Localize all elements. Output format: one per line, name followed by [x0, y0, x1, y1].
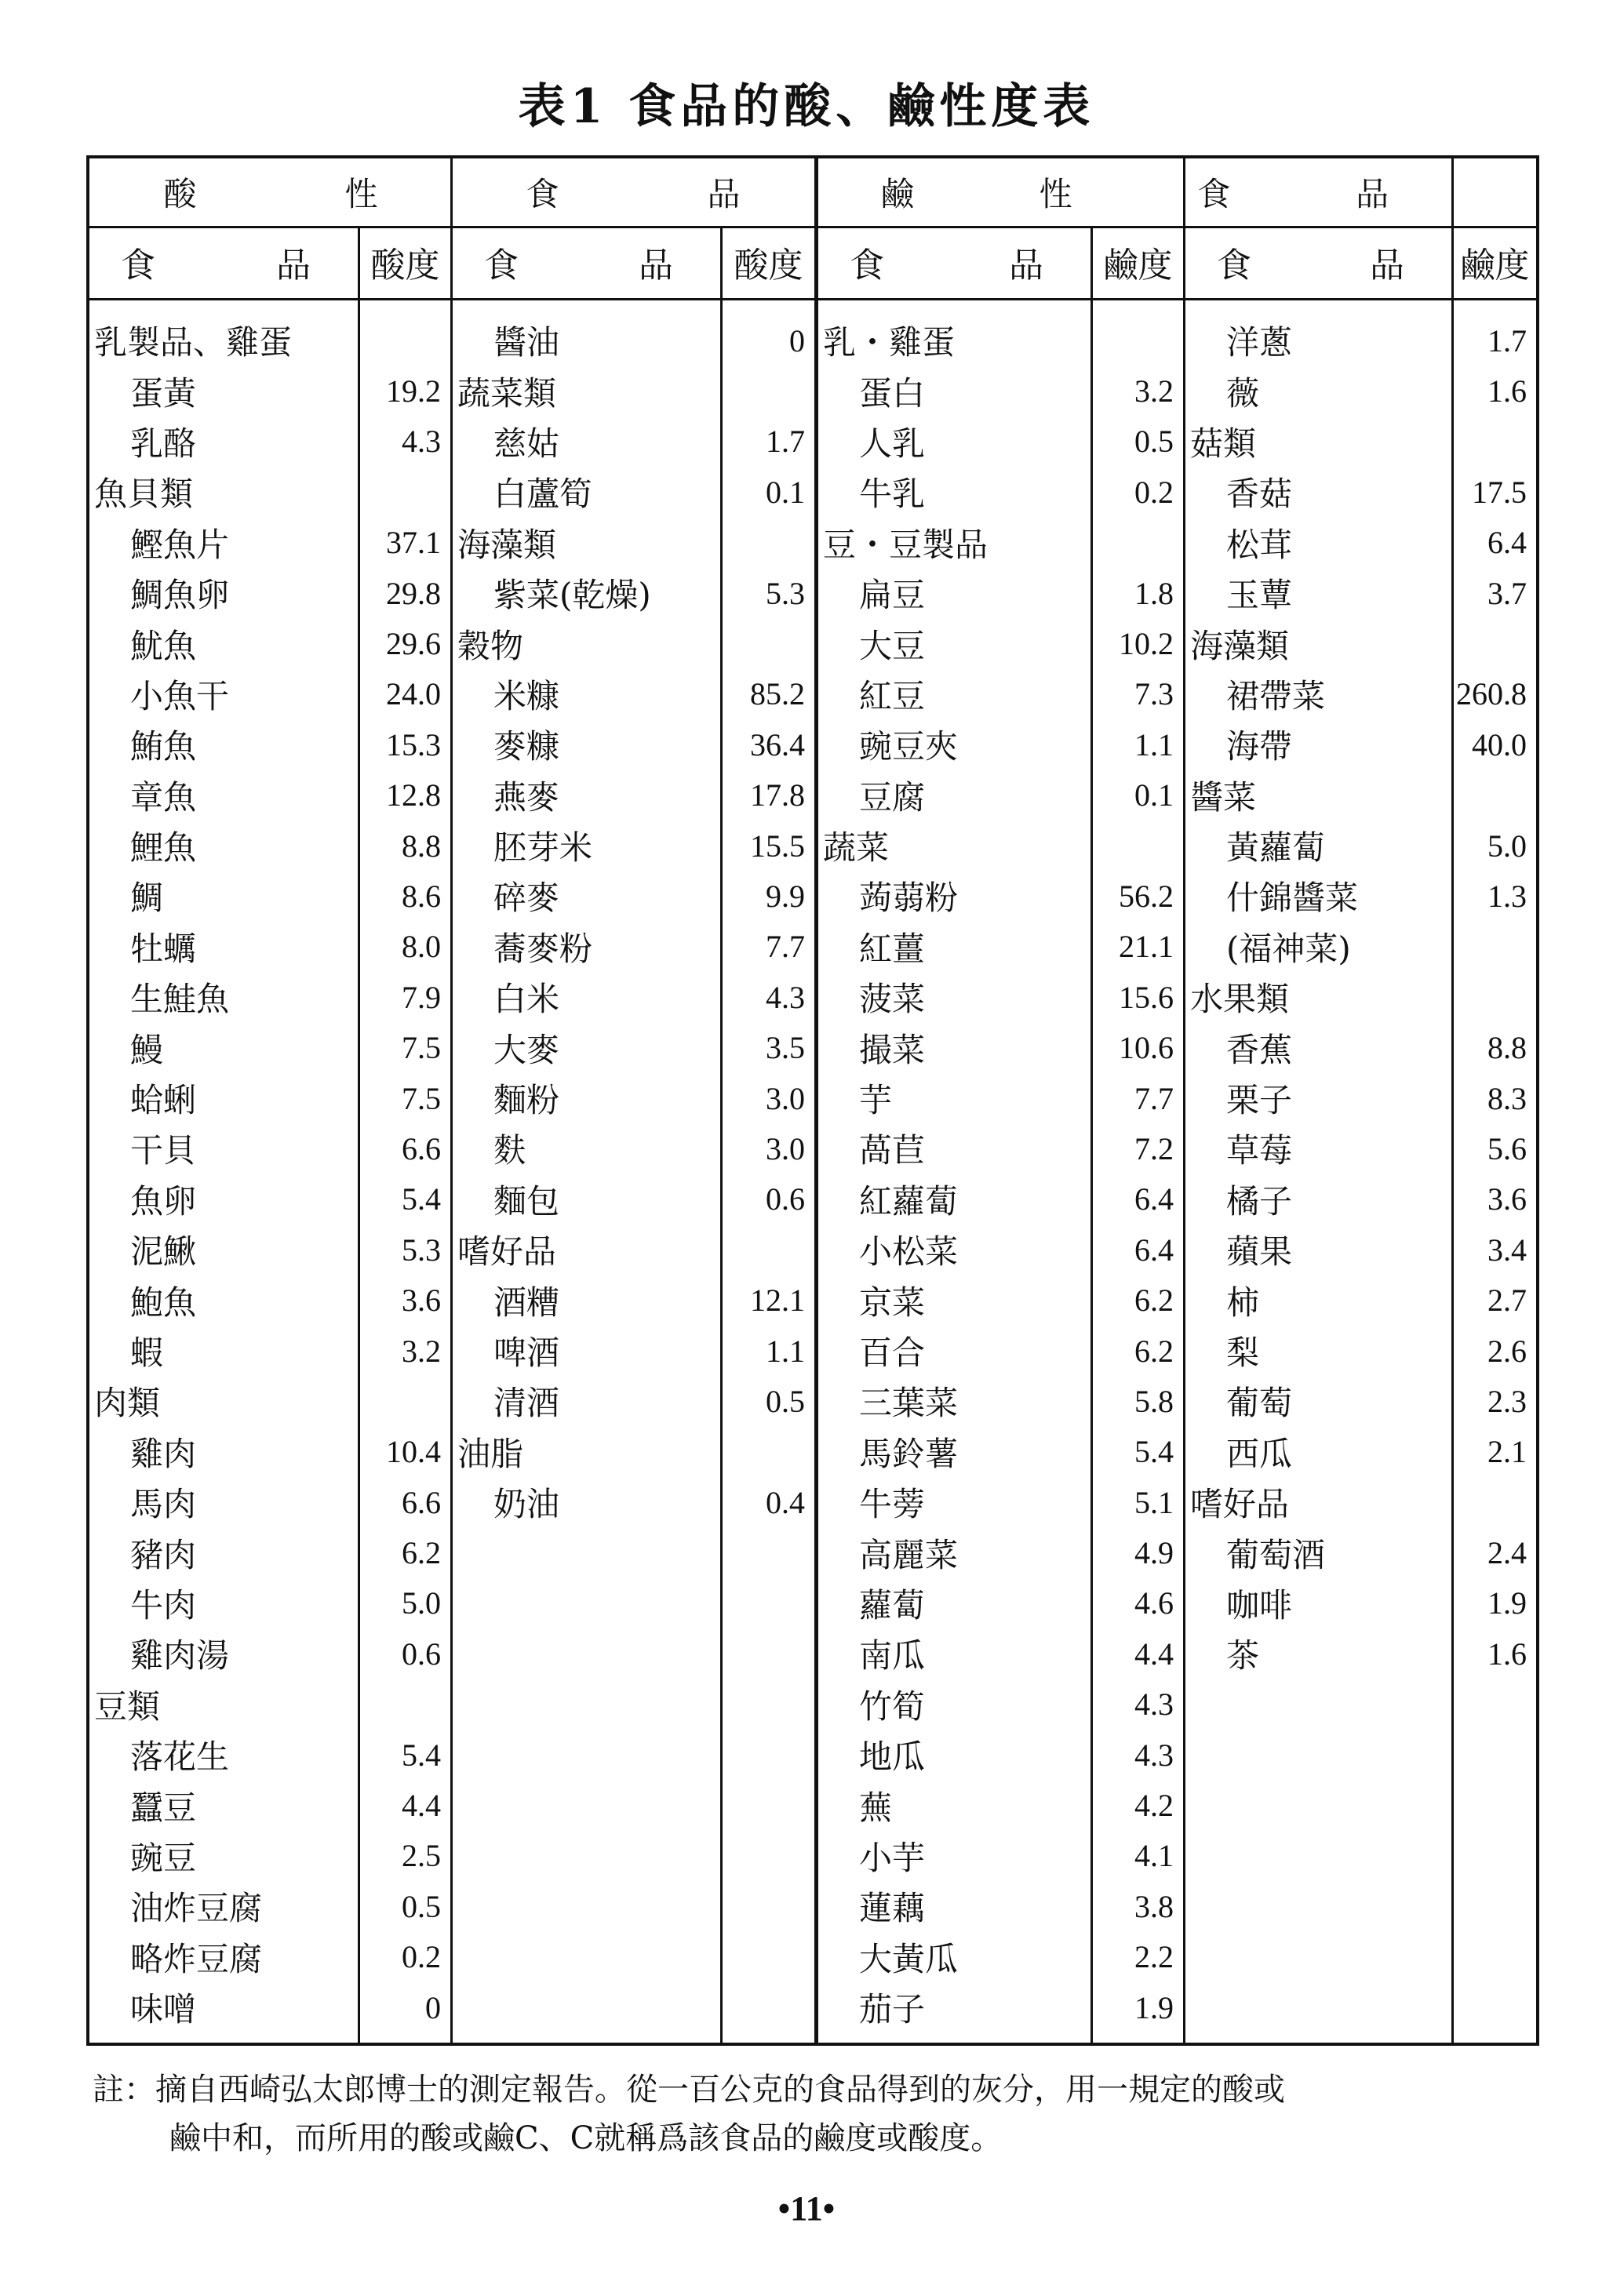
- food-name: 牛肉: [130, 1585, 197, 1625]
- footnote-line-1: 註：摘自西崎弘太郎博士的測定報告。從一百公克的食品得到的灰分，用一規定的酸或: [93, 2072, 1285, 2108]
- food-value: 6.4: [1134, 1232, 1174, 1268]
- food-value: 0.2: [402, 1939, 441, 1975]
- food-header-char-1: 食: [121, 246, 155, 286]
- food-name: 醬油: [493, 323, 560, 362]
- food-name: 扁豆: [859, 576, 926, 615]
- food-header-char-1: 食: [1217, 246, 1251, 286]
- food-value: 0.6: [402, 1636, 441, 1672]
- food-name: 蛤蜊: [130, 1081, 197, 1120]
- food-name: 蕎麥粉: [493, 929, 593, 968]
- food-value: 7.5: [402, 1080, 441, 1116]
- food-value: 5.4: [1134, 1434, 1174, 1470]
- food-name: 鮑魚: [130, 1283, 197, 1322]
- food-value: 1.1: [1134, 726, 1174, 762]
- food-value: 3.8: [1134, 1888, 1174, 1924]
- food-value: 7.7: [1134, 1080, 1174, 1116]
- col-header-alkali-food-2: [1185, 226, 1451, 298]
- food-name: 高麗菜: [859, 1535, 959, 1574]
- food-name: 蛋白: [859, 373, 926, 413]
- food-value: [1093, 315, 1183, 366]
- footnote-line-2: 鹼中和，而所用的酸或鹼C、C就稱爲該食品的鹼度或酸度。: [169, 2120, 1003, 2156]
- food-value: [723, 618, 814, 668]
- col-header-acid-food-2: [453, 226, 720, 298]
- food-value: [1454, 922, 1536, 972]
- food-name: 章魚: [130, 777, 197, 817]
- food-name: 蓮藕: [859, 1889, 926, 1928]
- food-name: (福神菜): [1226, 929, 1351, 968]
- food-name: 蒟蒻粉: [859, 879, 959, 918]
- food-value: 37.1: [386, 525, 441, 561]
- acid-value-column-2: [723, 315, 814, 1527]
- food-value: 4.4: [402, 1788, 441, 1824]
- food-name: 干貝: [130, 1131, 197, 1170]
- food-name: 豆腐: [859, 777, 926, 817]
- food-value: 3.4: [1487, 1232, 1527, 1268]
- food-value: 40.0: [1472, 726, 1527, 762]
- food-name: 小松菜: [859, 1232, 959, 1272]
- food-value: 7.9: [402, 979, 441, 1015]
- food-name: 蛋黃: [130, 373, 197, 413]
- food-value: 85.2: [750, 676, 805, 712]
- food-value: 12.1: [750, 1283, 805, 1319]
- food-value: [723, 1224, 814, 1275]
- food-name: 西瓜: [1226, 1434, 1293, 1473]
- food-name: 香蕉: [1226, 1030, 1293, 1069]
- food-name: 竹筍: [859, 1687, 926, 1726]
- food-header-char-2: 品: [1009, 246, 1043, 286]
- food-header-char-1: 食: [850, 246, 884, 286]
- acid-header-char-3: 食: [526, 175, 559, 213]
- food-value: 0: [789, 322, 805, 358]
- food-value: 0.5: [402, 1888, 441, 1924]
- divider-column-header: [89, 298, 1536, 300]
- category-label: 肉類: [94, 1384, 161, 1423]
- food-name: 大麥: [493, 1030, 560, 1069]
- food-value: [1454, 1477, 1536, 1527]
- food-value: 17.8: [750, 777, 805, 813]
- food-name: 油炸豆腐: [130, 1889, 263, 1928]
- food-value: 5.1: [1134, 1484, 1174, 1520]
- food-value: 4.2: [1134, 1788, 1174, 1824]
- category-label: 水果類: [1190, 980, 1290, 1019]
- food-name: 香菇: [1226, 475, 1293, 514]
- food-name: 紅豆: [859, 676, 926, 715]
- food-name: 略炸豆腐: [130, 1939, 263, 1978]
- food-value: 6.6: [402, 1484, 441, 1520]
- food-value: [360, 315, 450, 366]
- food-name: 蘿蔔: [859, 1585, 926, 1625]
- food-value: 3.2: [1134, 373, 1174, 409]
- food-value: 0.5: [766, 1383, 805, 1419]
- acid-value-column-1: [360, 315, 450, 2032]
- food-value: 8.3: [1487, 1080, 1527, 1116]
- alkali-group-header: [818, 158, 1451, 226]
- food-value: 15.5: [750, 828, 805, 864]
- food-name: 茶: [1226, 1636, 1260, 1676]
- food-value: 4.1: [1134, 1838, 1174, 1874]
- food-value: 0.1: [766, 474, 805, 510]
- food-value: [723, 366, 814, 416]
- food-header-char-2: 品: [639, 246, 673, 286]
- acid-food-column-2: [453, 315, 720, 1527]
- food-name: 什錦醬菜: [1226, 879, 1359, 918]
- food-name: 萵苣: [859, 1131, 926, 1170]
- food-value: 6.2: [1134, 1283, 1174, 1319]
- food-value: 3.6: [402, 1283, 441, 1319]
- food-header-char-1: 食: [484, 246, 519, 286]
- food-value: 4.3: [1134, 1737, 1174, 1773]
- food-value: 0.4: [766, 1484, 805, 1520]
- category-label: 豆類: [94, 1687, 161, 1726]
- food-value: 6.4: [1487, 525, 1527, 561]
- food-name: 清酒: [493, 1384, 560, 1423]
- food-name: 落花生: [130, 1737, 230, 1777]
- footnote: [93, 2065, 1536, 2163]
- food-header-char-2: 品: [276, 246, 311, 286]
- food-value: 1.3: [1487, 878, 1527, 914]
- food-name: 人乳: [859, 424, 926, 463]
- food-name: 地瓜: [859, 1737, 926, 1777]
- food-name: 栗子: [1226, 1081, 1293, 1120]
- table-title: 表1 食品的酸、鹼性度表: [518, 79, 1095, 134]
- food-name: 撮菜: [859, 1030, 926, 1069]
- category-label: 嗜好品: [457, 1232, 557, 1272]
- food-value: 1.7: [766, 424, 805, 460]
- food-name: 南瓜: [859, 1636, 926, 1676]
- food-value: 8.8: [402, 828, 441, 864]
- food-name: 泥鰍: [130, 1232, 197, 1272]
- food-value: [360, 1679, 450, 1730]
- food-value: 1.6: [1487, 1636, 1527, 1672]
- food-name: 牛乳: [859, 475, 926, 514]
- food-value: 260.8: [1456, 676, 1527, 712]
- food-value: 5.4: [402, 1181, 441, 1217]
- food-name: 柿: [1226, 1283, 1260, 1322]
- food-value: 1.6: [1487, 373, 1527, 409]
- food-name: 百合: [859, 1334, 926, 1372]
- food-value: 5.6: [1487, 1130, 1527, 1166]
- category-label: 蔬菜類: [457, 373, 557, 413]
- col-header-acidity-2: 酸度: [734, 246, 803, 286]
- food-name: 鰹魚片: [130, 525, 230, 564]
- food-name: 魚卵: [130, 1181, 197, 1221]
- food-name: 菠菜: [859, 980, 926, 1019]
- col-header-acid-food-1: [89, 226, 358, 298]
- acid-alkali-table: [86, 155, 1539, 2046]
- food-value: 5.4: [402, 1737, 441, 1773]
- food-name: 大豆: [859, 626, 926, 665]
- food-value: 1.7: [1487, 322, 1527, 358]
- category-label: 菇類: [1190, 424, 1257, 463]
- food-name: 草莓: [1226, 1131, 1293, 1170]
- food-name: 味噌: [130, 1990, 197, 2029]
- food-name: 茄子: [859, 1990, 926, 2029]
- food-name: 蠶豆: [130, 1788, 197, 1827]
- food-name: 葡萄酒: [1226, 1535, 1326, 1574]
- food-name: 牛蒡: [859, 1485, 926, 1524]
- food-value: 5.3: [766, 575, 805, 611]
- food-name: 三葉菜: [859, 1384, 959, 1423]
- food-value: [723, 518, 814, 568]
- alkali-header-char-4: 品: [1356, 175, 1389, 213]
- food-value: 15.6: [1119, 979, 1174, 1015]
- food-name: 米糠: [493, 676, 560, 715]
- category-label: 海藻類: [1190, 626, 1290, 665]
- food-name: 雞肉湯: [130, 1636, 230, 1676]
- food-value: 19.2: [386, 373, 441, 409]
- food-value: 6.2: [402, 1535, 441, 1571]
- food-value: [1454, 417, 1536, 467]
- food-name: 麥糠: [493, 727, 560, 766]
- food-name: 紫菜(乾燥): [493, 576, 651, 615]
- food-value: 3.0: [766, 1130, 805, 1166]
- food-name: 魷魚: [130, 626, 197, 665]
- alkali-header-char-3: 食: [1197, 175, 1231, 213]
- food-value: 8.6: [402, 878, 441, 914]
- food-value: 2.4: [1487, 1535, 1527, 1571]
- food-value: 1.8: [1134, 575, 1174, 611]
- food-value: [1454, 770, 1536, 821]
- food-header-char-2: 品: [1370, 246, 1404, 286]
- alkali-food-column-2: [1185, 315, 1451, 1679]
- food-name: 乳酪: [130, 424, 197, 463]
- food-value: 2.7: [1487, 1283, 1527, 1319]
- food-name: 洋蔥: [1226, 323, 1293, 362]
- category-label: 豆・豆製品: [823, 525, 989, 564]
- food-value: 21.1: [1119, 929, 1174, 965]
- food-value: 24.0: [386, 676, 441, 712]
- food-value: [360, 467, 450, 517]
- food-name: 燕麥: [493, 777, 560, 817]
- food-value: 29.8: [386, 575, 441, 611]
- category-label: 魚貝類: [94, 475, 194, 514]
- food-name: 裙帶菜: [1226, 676, 1326, 715]
- food-value: 4.3: [402, 424, 441, 460]
- alkali-header-char-1: 鹼: [880, 175, 914, 213]
- acid-group-header: [89, 158, 814, 226]
- category-label: 乳製品、雞蛋: [94, 323, 293, 362]
- food-value: 2.2: [1134, 1939, 1174, 1975]
- food-value: 0.1: [1134, 777, 1174, 813]
- food-value: 4.4: [1134, 1636, 1174, 1672]
- food-name: 啤酒: [493, 1334, 560, 1372]
- food-value: 9.9: [766, 878, 805, 914]
- food-value: 10.2: [1119, 626, 1174, 662]
- food-name: 鮪魚: [130, 727, 197, 766]
- food-value: 5.3: [402, 1232, 441, 1268]
- food-name: 黃蘿蔔: [1226, 828, 1326, 868]
- food-value: 5.0: [1487, 828, 1527, 864]
- alkali-value-column-2: [1454, 315, 1536, 1679]
- food-value: 3.5: [766, 1030, 805, 1066]
- food-name: 白蘆筍: [493, 475, 593, 514]
- page-number: •11•: [777, 2189, 836, 2228]
- food-value: [1093, 821, 1183, 871]
- alkali-header-char-2: 性: [1039, 175, 1072, 213]
- category-label: 海藻類: [457, 525, 557, 564]
- food-value: [1454, 618, 1536, 668]
- food-value: 0: [425, 1989, 441, 2025]
- acid-header-char-4: 品: [707, 175, 741, 213]
- food-value: 2.6: [1487, 1333, 1527, 1369]
- food-value: 7.2: [1134, 1130, 1174, 1166]
- food-value: 1.9: [1134, 1989, 1174, 2025]
- acid-header-char-1: 酸: [163, 175, 197, 213]
- food-name: 豬肉: [130, 1535, 197, 1574]
- food-name: 鰻: [130, 1030, 164, 1069]
- food-name: 酒糟: [493, 1283, 560, 1322]
- food-value: 2.1: [1487, 1434, 1527, 1470]
- food-name: 紅薑: [859, 929, 926, 968]
- food-name: 鯛: [130, 879, 164, 918]
- food-name: 松茸: [1226, 525, 1293, 564]
- food-value: [1093, 518, 1183, 568]
- category-label: 醬菜: [1190, 777, 1257, 817]
- food-name: 牡蠣: [130, 929, 197, 968]
- food-value: 7.7: [766, 929, 805, 965]
- food-value: 3.0: [766, 1080, 805, 1116]
- food-value: 10.4: [386, 1434, 441, 1470]
- col-header-acidity-1: 酸度: [370, 246, 440, 286]
- food-name: 蘋果: [1226, 1232, 1293, 1272]
- category-label: 乳・雞蛋: [823, 323, 956, 362]
- food-value: 36.4: [750, 726, 805, 762]
- food-value: 7.5: [402, 1030, 441, 1066]
- food-name: 麵包: [493, 1181, 560, 1221]
- food-value: [1454, 972, 1536, 1022]
- category-label: 蔬菜: [823, 828, 890, 868]
- food-value: 3.6: [1487, 1181, 1527, 1217]
- food-name: 奶油: [493, 1485, 560, 1524]
- food-value: 6.6: [402, 1130, 441, 1166]
- food-name: 慈姑: [493, 424, 560, 463]
- food-value: 1.1: [766, 1333, 805, 1369]
- food-value: 56.2: [1119, 878, 1174, 914]
- food-value: 29.6: [386, 626, 441, 662]
- food-name: 麩: [493, 1131, 527, 1170]
- food-value: 1.9: [1487, 1585, 1527, 1621]
- food-value: 4.9: [1134, 1535, 1174, 1571]
- food-name: 薇: [1226, 373, 1260, 413]
- food-name: 小魚干: [130, 676, 230, 715]
- food-value: 5.0: [402, 1585, 441, 1621]
- food-value: 7.3: [1134, 676, 1174, 712]
- food-value: 8.8: [1487, 1030, 1527, 1066]
- col-header-alkalinity-2: 鹼度: [1460, 246, 1530, 286]
- food-name: 鯉魚: [130, 828, 197, 868]
- food-name: 海帶: [1226, 727, 1293, 766]
- category-label: 穀物: [457, 626, 524, 665]
- food-value: [723, 1427, 814, 1477]
- food-name: 葡萄: [1226, 1384, 1293, 1423]
- food-name: 胚芽米: [493, 828, 593, 868]
- food-name: 紅蘿蔔: [859, 1181, 959, 1221]
- food-name: 小芋: [859, 1838, 926, 1877]
- col-header-alkalinity-1: 鹼度: [1103, 246, 1173, 286]
- food-name: 馬肉: [130, 1485, 197, 1524]
- food-value: 0.6: [766, 1181, 805, 1217]
- food-name: 豌豆夾: [859, 727, 959, 766]
- food-value: 4.6: [1134, 1585, 1174, 1621]
- food-name: 梨: [1226, 1334, 1260, 1372]
- category-label: 嗜好品: [1190, 1485, 1290, 1524]
- food-value: 12.8: [386, 777, 441, 813]
- food-value: 15.3: [386, 726, 441, 762]
- food-value: 5.8: [1134, 1383, 1174, 1419]
- food-name: 麵粉: [493, 1081, 560, 1120]
- food-value: 6.4: [1134, 1181, 1174, 1217]
- food-value: 0.2: [1134, 474, 1174, 510]
- food-value: 4.3: [1134, 1687, 1174, 1723]
- alkali-value-column-1: [1093, 315, 1183, 2032]
- food-value: 8.0: [402, 929, 441, 965]
- food-name: 蕪: [859, 1788, 893, 1827]
- food-name: 玉蕈: [1226, 576, 1293, 615]
- food-name: 京菜: [859, 1283, 926, 1322]
- food-name: 豌豆: [130, 1838, 197, 1877]
- alkali-food-column-1: [818, 315, 1091, 2032]
- food-name: 蝦: [130, 1334, 164, 1372]
- acid-food-column-1: [89, 315, 358, 2032]
- food-name: 雞肉: [130, 1434, 197, 1473]
- acid-header-char-2: 性: [344, 175, 378, 213]
- food-value: 2.3: [1487, 1383, 1527, 1419]
- food-name: 鯛魚卵: [130, 576, 230, 615]
- food-name: 生鮭魚: [130, 980, 230, 1019]
- category-label: 油脂: [457, 1434, 524, 1473]
- food-value: 17.5: [1472, 474, 1527, 510]
- col-header-alkali-food-1: [818, 226, 1091, 298]
- food-value: [360, 1376, 450, 1426]
- food-value: 3.7: [1487, 575, 1527, 611]
- food-value: 6.2: [1134, 1333, 1174, 1369]
- food-name: 芋: [859, 1081, 893, 1120]
- food-value: 10.6: [1119, 1030, 1174, 1066]
- food-value: 3.2: [402, 1333, 441, 1369]
- food-value: 4.3: [766, 979, 805, 1015]
- food-value: 2.5: [402, 1838, 441, 1874]
- food-name: 馬鈴薯: [859, 1434, 959, 1473]
- food-name: 咖啡: [1226, 1585, 1293, 1625]
- food-name: 大黃瓜: [859, 1939, 959, 1978]
- food-name: 白米: [493, 980, 560, 1019]
- food-value: 0.5: [1134, 424, 1174, 460]
- food-name: 碎麥: [493, 879, 560, 918]
- food-name: 橘子: [1226, 1181, 1293, 1221]
